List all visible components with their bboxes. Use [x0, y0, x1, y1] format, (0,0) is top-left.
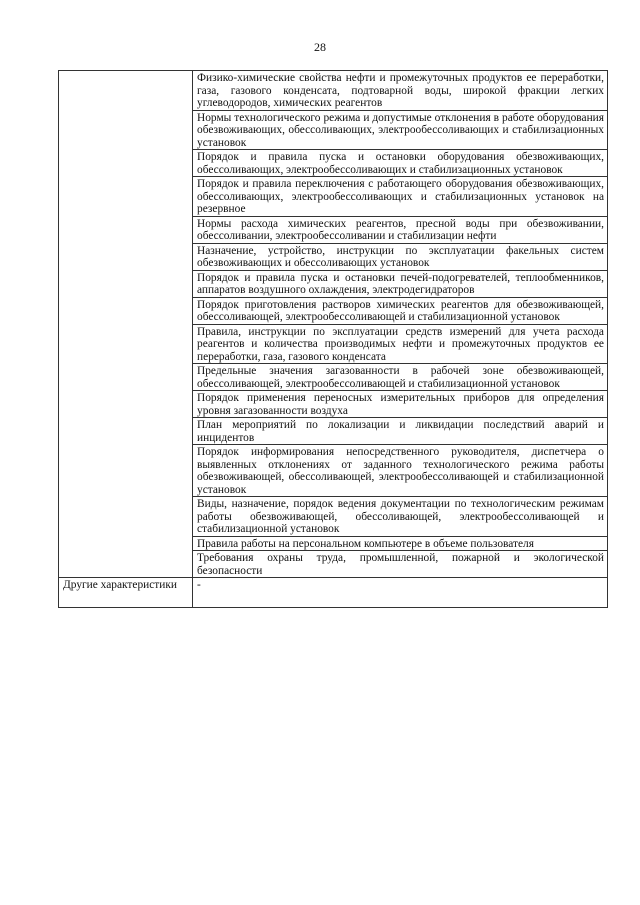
other-characteristics-label: Другие характеристики	[59, 578, 193, 608]
other-characteristics-row	[59, 578, 608, 608]
knowledge-item: Виды, назначение, порядок ведения документации по технологическим режимам работы обезвоживающей, обессоливающей, электрообессоливающей и стабилизационной установок	[193, 497, 608, 537]
table-row	[59, 71, 608, 111]
knowledge-item: Порядок приготовления растворов химических реагентов для обезвоживающей, обессоливающей, электрообессоливающей и стабилизационной установок	[193, 297, 608, 324]
required-knowledge-table	[58, 70, 608, 608]
knowledge-item: Назначение, устройство, инструкции по эксплуатации факельных систем обезвоживающих и обессоливающих установок	[193, 243, 608, 270]
knowledge-item: Физико-химические свойства нефти и промежуточных продуктов ее переработки, газа, газового конденсата, подтоварной воды, широкой фракции легких углеводородов, химических реагентов	[193, 71, 608, 111]
knowledge-item: План мероприятий по локализации и ликвидации последствий аварий и инцидентов	[193, 418, 608, 445]
knowledge-item: Требования охраны труда, промышленной, пожарной и экологической безопасности	[193, 551, 608, 578]
other-characteristics-value: -	[197, 579, 201, 591]
knowledge-item: Порядок применения переносных измерительных приборов для определения уровня загазованности воздуха	[193, 391, 608, 418]
other-characteristics-value-cell	[193, 578, 608, 608]
knowledge-item: Порядок информирования непосредственного руководителя, диспетчера о выявленных отклонениях от заданного технологического режима работы обезвоживающей, обессоливающей, электрообессоливающей и стабилизационной установок	[193, 445, 608, 497]
knowledge-item: Порядок и правила переключения с работающего оборудования обезвоживающих, обессоливающих, электрообессоливающих и стабилизационных установок на резервное	[193, 177, 608, 217]
blank-label-cell	[59, 71, 193, 578]
knowledge-item: Порядок и правила пуска и остановки печей-подогревателей, теплообменников, аппаратов воздушного охлаждения, электродегидраторов	[193, 270, 608, 297]
knowledge-item: Нормы расхода химических реагентов, пресной воды при обезвоживании, обессоливании, электрообессоливании и стабилизации нефти	[193, 216, 608, 243]
knowledge-item: Нормы технологического режима и допустимые отклонения в работе оборудования обезвоживающих, обессоливающих, электрообессоливающих и стабилизационных установок	[193, 110, 608, 150]
knowledge-item: Правила работы на персональном компьютере в объеме пользователя	[193, 536, 608, 551]
knowledge-item: Правила, инструкции по эксплуатации средств измерений для учета расхода реагентов и количества производимых нефти и промежуточных продуктов ее переработки, газа, газового конденсата	[193, 324, 608, 364]
knowledge-item: Предельные значения загазованности в рабочей зоне обезвоживающей, обессоливающей, электрообессоливающей и стабилизационной установок	[193, 364, 608, 391]
page-number: 28	[314, 40, 326, 54]
knowledge-item: Порядок и правила пуска и остановки оборудования обезвоживающих, обессоливающих, электрообессоливающих и стабилизационных установок	[193, 150, 608, 177]
